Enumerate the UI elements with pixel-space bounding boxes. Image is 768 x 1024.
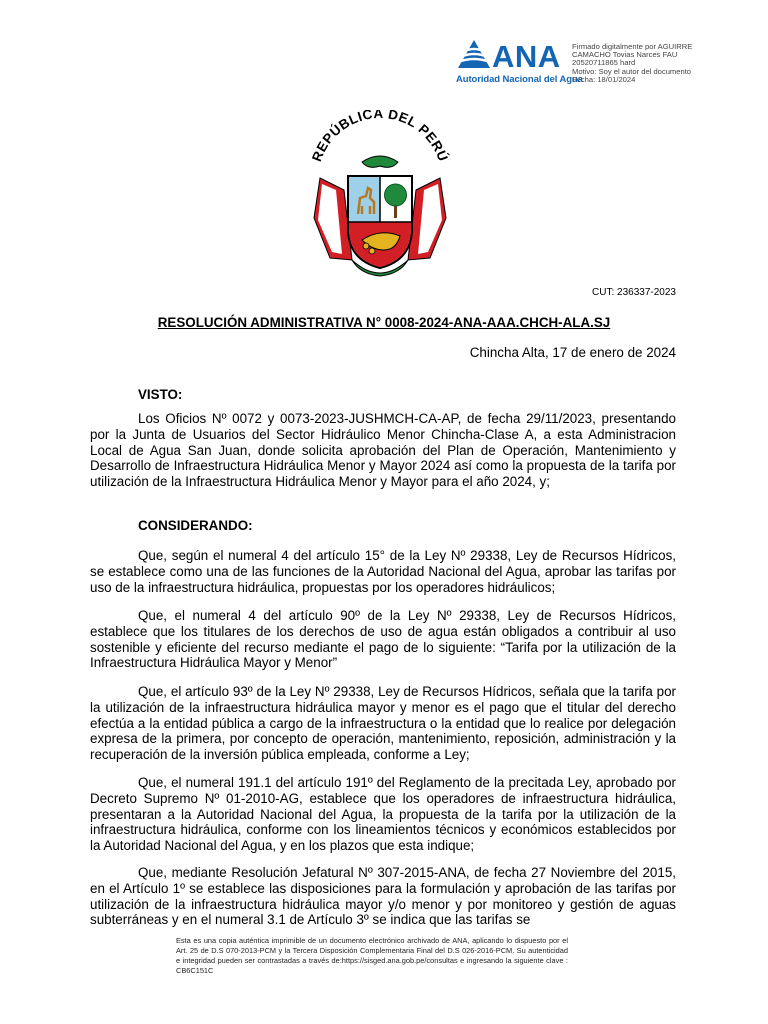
considerando-paragraph: Que, el numeral 191.1 del artículo 191º del Reglamento de la precitada Ley, aprobado por Decreto Supremo Nº 01-2010-AG, establece que los operadores de infraestructura hidráulica, presentaran a la Autoridad Nacional del Agua, la propuesta de la tarifa por la utilización de la infraestructura hidráulica, conforme con los lineamientos técnicos y económicos establecidos por la Autoridad Nacional del Agua, y en los plazos que esta indique; [90,775,676,854]
considerando-paragraph: Que, mediante Resolución Jefatural Nº 307-2015-ANA, de fecha 27 Noviembre del 2015, en el Artículo 1º se establece las disposiciones para la formulación y aprobación de las tarifas por utilización de la infraestructura hidráulica mayor y/o menor y por monitoreo y gestión de aguas subterráneas y en el numeral 3.1 de Artículo 3º se indica que las tarifas se [90,865,676,928]
visto-heading: VISTO: [138,387,183,402]
considerando-paragraph: Que, según el numeral 4 del artículo 15° de la Ley Nº 29338, Ley de Recursos Hídricos, se establece como una de las funciones de la Autoridad Nacional del Agua, aprobar las tarifas por uso de la infraestructura hidráulica, propuestas por los operadores hidráulicos; [90,548,676,595]
considerando-paragraph: Que, el numeral 4 del artículo 90º de la Ley Nº 29338, Ley de Recursos Hídricos, establece que los titulares de los derechos de uso de agua están obligados a contribuir al uso sostenible y eficiente del recurso mediante el pago de lo siguiente: “Tarifa por la utilización de la Infraestructura Hidráulica Mayor y Menor” [90,608,676,671]
coat-of-arms-text: REPÚBLICA DEL PERÚ [309,110,451,164]
ana-logo [456,38,583,88]
place-date: Chincha Alta, 17 de enero de 2024 [469,345,676,360]
signature-line: Fecha: 18/01/2024 [572,74,636,84]
coat-of-arms-icon [300,110,460,290]
digital-signature [572,43,762,84]
cut-number: CUT: 236337-2023 [592,287,676,298]
coat-of-arms [300,110,460,290]
footer-authenticity-note: Esta es una copia auténtica imprimible de un documento electrónico archivado de ANA, aplicando lo dispuesto por el Art. 25 de D.S 070-2013-PCM y la Tercera Disposición Complementaria Final del D.S 026-2016-PCM. Su autenticidad e integridad pueden ser contrastadas a través de:https://sisged.ana.gob.pe/consultas e ingresando la siguiente clave : CB6C151C [176,936,568,975]
ana-logo-text: ANA [492,39,561,74]
signature-line: 20520711865 hard [572,58,636,68]
visto-paragraph: Los Oficios Nº 0072 y 0073-2023-JUSHMCH-CA-AP, de fecha 29/11/2023, presentando por la Junta de Usuarios del Sector Hidráulico Menor Chincha-Clase A, a esta Administracion Local de Agua San Juan, donde solicita aprobación del Plan de Operación, Mantenimiento y Desarrollo de Infraestructura Hidráulica Menor y Mayor 2024 así como la propuesta de la tarifa por utilización de la Infraestructura Hidráulica Menor y Mayor para el año 2024, y; [90,411,676,490]
signature-line: Motivo: Soy el autor del documento [572,66,692,76]
signature-line: CAMACHO Tovias Narces FAU [572,50,678,60]
signature-line: Firmado digitalmente por AGUIRRE [572,42,693,51]
considerando-paragraph: Que, el artículo 93º de la Ley Nº 29338, Ley de Recursos Hídricos, señala que la tarifa por la utilización de la infraestructura hidráulica mayor y menor es el pago que el titular del derecho efectúa a la entidad pública a cargo de la infraestructura o la entidad que lo realice por delegación expresa de la primera, por concepto de operación, mantenimiento, reposición, administración y la recuperación de la inversión pública empleada, conforme a Ley; [90,684,676,763]
resolution-title: RESOLUCIÓN ADMINISTRATIVA N° 0008-2024-ANA-AAA.CHCH-ALA.SJ [157,315,611,330]
ana-logo-subtitle: Autoridad Nacional del Agua [456,74,583,85]
considerando-heading: CONSIDERANDO: [138,518,253,533]
ana-wave-icon [456,38,492,72]
